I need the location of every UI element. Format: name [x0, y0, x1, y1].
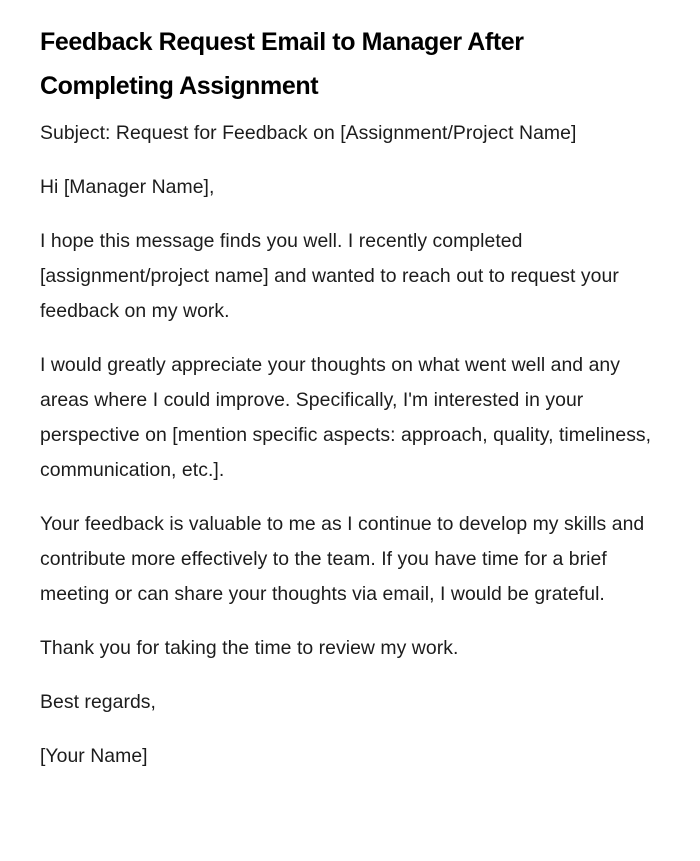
email-subject: Subject: Request for Feedback on [Assignment/Project Name] [40, 122, 577, 144]
email-paragraph-intro: I hope this message finds you well. I recently completed [assignment/project name] and wanted to reach out to request your feedback on my work. [40, 230, 619, 322]
email-closing: Best regards, [40, 691, 156, 713]
document-title: Feedback Request Email to Manager After Completing Assignment [40, 28, 524, 100]
email-signature: [Your Name] [40, 745, 148, 767]
email-paragraph-request: I would greatly appreciate your thoughts on what went well and any areas where I could improve. Specifically, I'm interested in your perspective on [mention specific aspects: approach, quality, timeliness, communication, etc.]. [40, 354, 652, 481]
email-greeting: Hi [Manager Name], [40, 176, 215, 198]
email-paragraph-value: Your feedback is valuable to me as I continue to develop my skills and contribute more effectively to the team. If you have time for a brief meeting or can share your thoughts via email, I would be grateful. [40, 513, 645, 605]
email-thanks: Thank you for taking the time to review my work. [40, 637, 459, 659]
